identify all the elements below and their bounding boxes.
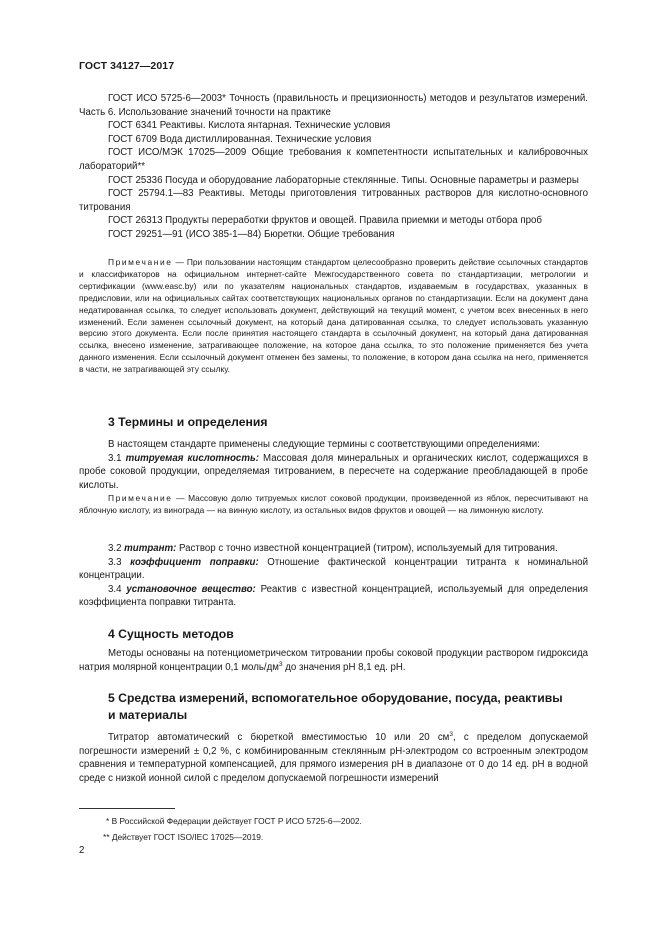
section-3-body: [79, 438, 588, 492]
section-3-terms: [79, 542, 588, 610]
note-label: Примечание: [108, 257, 173, 267]
section-4-title: 4 Сущность методов: [108, 627, 234, 641]
note-text: — Массовую долю титруемых кислот соковой продукции, произведенной из яблок, пересчитывают на яблочную кислоту, из винограда — на винную кислоту, из остальных видов фруктов и овощей — на лимонную кислоту.: [79, 493, 588, 515]
footnotes: [79, 813, 588, 845]
reference-item: ГОСТ ИСО 5725-6—2003* Точность (правильность и прецизионность) методов и результатов измерений. Часть 6. Использование значений точности на практике: [79, 93, 588, 118]
reference-item: ГОСТ 6341 Реактивы. Кислота янтарная. Технические условия: [108, 120, 391, 132]
reference-item: ГОСТ 6709 Вода дистиллированная. Технические условия: [108, 133, 372, 145]
section-5-paragraph: Титратор автоматический с бюреткой вместимостью 10 или 20 $см^3$, с пределом допускаемой погрешности измерений ± 0,2 %, с комбинированным стеклянным pH-электродом со встроенным электродом сравнения и температурной компенсацией, для прямого измерения pH в диапазоне от 0 до 14 ед. pH в водной среде с низкой ионной силой с пределом допускаемой погрешности измерений: [79, 730, 588, 784]
section-5-body: [79, 731, 588, 785]
term-3-4: 3.4 установочное вещество: Реактив с известной концентрацией, используемый для определения коэффициента поправки титранта.: [79, 583, 588, 609]
term-3-2: 3.2 титрант: Раствор с точно известной концентрацией (титром), используемый для титрования.: [108, 543, 558, 554]
term-3-1: 3.1 титруемая кислотность: Массовая доля минеральных и органических кислот, содержащихся в пробе соковой продукции, определяемая титрованием, в пересчете на содержание преобладающей в пробе кислоты.: [79, 452, 588, 491]
term-note: [79, 493, 588, 517]
section-4-body: [79, 647, 588, 674]
term-3-3: 3.3 коэффициент поправки: Отношение фактической концентрации титранта к номинальной концентрации.: [79, 556, 588, 582]
section-3-title: 3 Термины и определения: [108, 415, 268, 429]
reference-item: ГОСТ 25794.1—83 Реактивы. Методы приготовления титрованных растворов для кислотно-основного титрования: [79, 188, 588, 213]
section-3-intro: В настоящем стандарте применены следующие термины с соответствующими определениями:: [108, 439, 540, 450]
footnote-1: * В Российской Федерации действует ГОСТ Р ИСО 5725-6—2002.: [106, 816, 362, 826]
note-text: — При пользовании настоящим стандартом целесообразно проверить действие ссылочных стандартов и классификаторов на официальном интернет-сайте Межгосударственного совета по стандартизации, метрологии и сертификации (www.easc.by) или по указателям национальных стандартов, издаваемым в государствах, указанных в предисловии, или на официальных сайтах соответствующих национальных органов по стандартизации. Если на документ дана недатированная ссылка, то следует использовать документ, действующий на текущий момент, с учетом всех внесенных в него изменений. Если заменен ссылочный документ, на который дана датированная ссылка, то следует использовать указанную версию этого документа. Если после принятия настоящего стандарта в ссылочный документ, на который дана датированная ссылка, внесено изменение, затрагивающее положение, на которое дана ссылка, то это положение применяется без учета данного изменения. Если ссылочный документ отменен без замены, то положение, в котором дана ссылка на него, применяется в части, не затрагивающей эту ссылку.: [79, 257, 588, 375]
references-note: [79, 257, 588, 376]
note-label: Примечание: [108, 493, 173, 503]
reference-item: ГОСТ ИСО/МЭК 17025—2009 Общие требования к компетентности испытательных и калибровочных лабораторий**: [79, 147, 588, 172]
section-4-paragraph: Методы основаны на потенциометрическом титровании пробы соковой продукции раствором гидроксида натрия молярной концентрации 0,1 моль/$дм^3$ до значения pH 8,1 ед. pH.: [79, 648, 588, 673]
normative-references: [79, 92, 588, 242]
reference-item: ГОСТ 26313 Продукты переработки фруктов и овощей. Правила приемки и методы отбора проб: [108, 215, 542, 227]
page-number: 2: [79, 845, 85, 856]
reference-item: ГОСТ 25336 Посуда и оборудование лабораторные стеклянные. Типы. Основные параметры и размеры: [108, 174, 579, 186]
footnote-2: ** Действует ГОСТ ISO/IEC 17025—2019.: [103, 832, 264, 842]
reference-item: ГОСТ 29251—91 (ИСО 385-1—84) Бюретки. Общие требования: [108, 228, 395, 240]
footnote-divider: [79, 808, 175, 809]
standard-header: ГОСТ 34127—2017: [79, 60, 175, 72]
section-5-title: 5 Средства измерений, вспомогательное оборудование, посуда, реактивы и материалы: [108, 691, 563, 722]
